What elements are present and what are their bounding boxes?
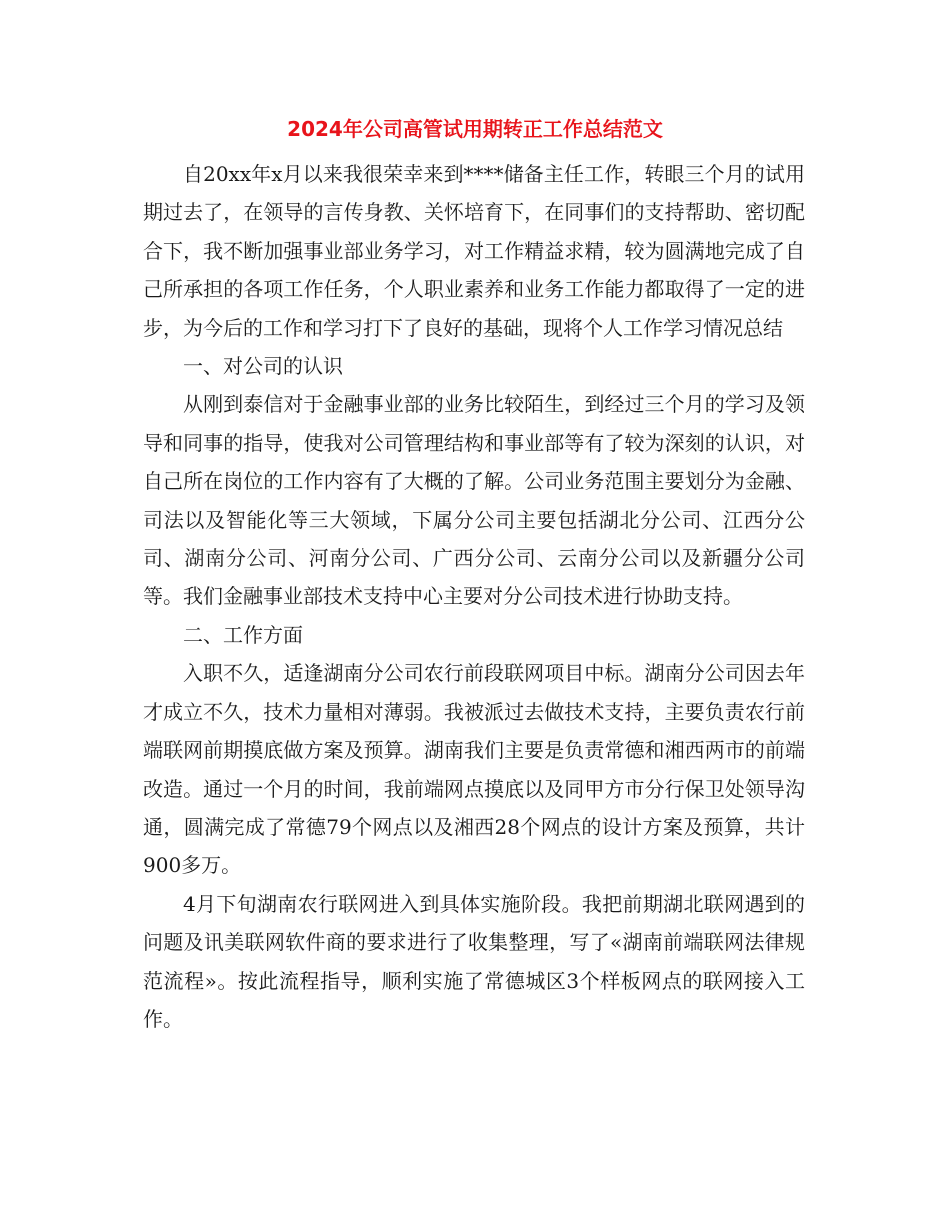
paragraph-work-2: 4月下旬湖南农行联网进入到具体实施阶段。我把前期湖北联网遇到的问题及讯美联网软件商的要求进行了收集整理，写了«湖南前端联网法律规范流程»。按此流程指导，顺利实施了常德城区3个样板网点的联网接入工作。 <box>143 891 805 1031</box>
paragraph-work-1: 入职不久，适逢湖南分公司农行前段联网项目中标。湖南分公司因去年才成立不久，技术力量相对薄弱。我被派过去做技术支持，主要负责农行前端联网前期摸底做方案及预算。湖南我们主要是负责常德和湘西两市的前端改造。通过一个月的时间，我前端网点摸底以及同甲方市分行保卫处领导沟通，圆满完成了常德79个网点以及湘西28个网点的设计方案及预算，共计900多万。 <box>143 661 805 878</box>
document-title: 2024年公司高管试用期转正工作总结范文 <box>287 117 663 141</box>
section-heading-work: 二、工作方面 <box>183 622 303 647</box>
section-heading-company: 一、对公司的认识 <box>183 354 343 379</box>
document-body <box>143 155 805 1038</box>
paragraph-company: 从刚到泰信对于金融事业部的业务比较陌生，到经过三个月的学习及领导和同事的指导，使我对公司管理结构和事业部等有了较为深刻的认识，对自己所在岗位的工作内容有了大概的了解。公司业务范围主要划分为金融、司法以及智能化等三大领域，下属分公司主要包括湖北分公司、江西分公司、湖南分公司、河南分公司、广西分公司、云南分公司以及新疆分公司等。我们金融事业部技术支持中心主要对分公司技术进行协助支持。 <box>143 392 805 609</box>
paragraph-intro: 自20xx年x月以来我很荣幸来到****储备主任工作，转眼三个月的试用期过去了，在领导的言传身教、关怀培育下，在同事们的支持帮助、密切配合下，我不断加强事业部业务学习，对工作精益求精，较为圆满地完成了自己所承担的各项工作任务，个人职业素养和业务工作能力都取得了一定的进步，为今后的工作和学习打下了良好的基础，现将个人工作学习情况总结 <box>143 162 805 340</box>
